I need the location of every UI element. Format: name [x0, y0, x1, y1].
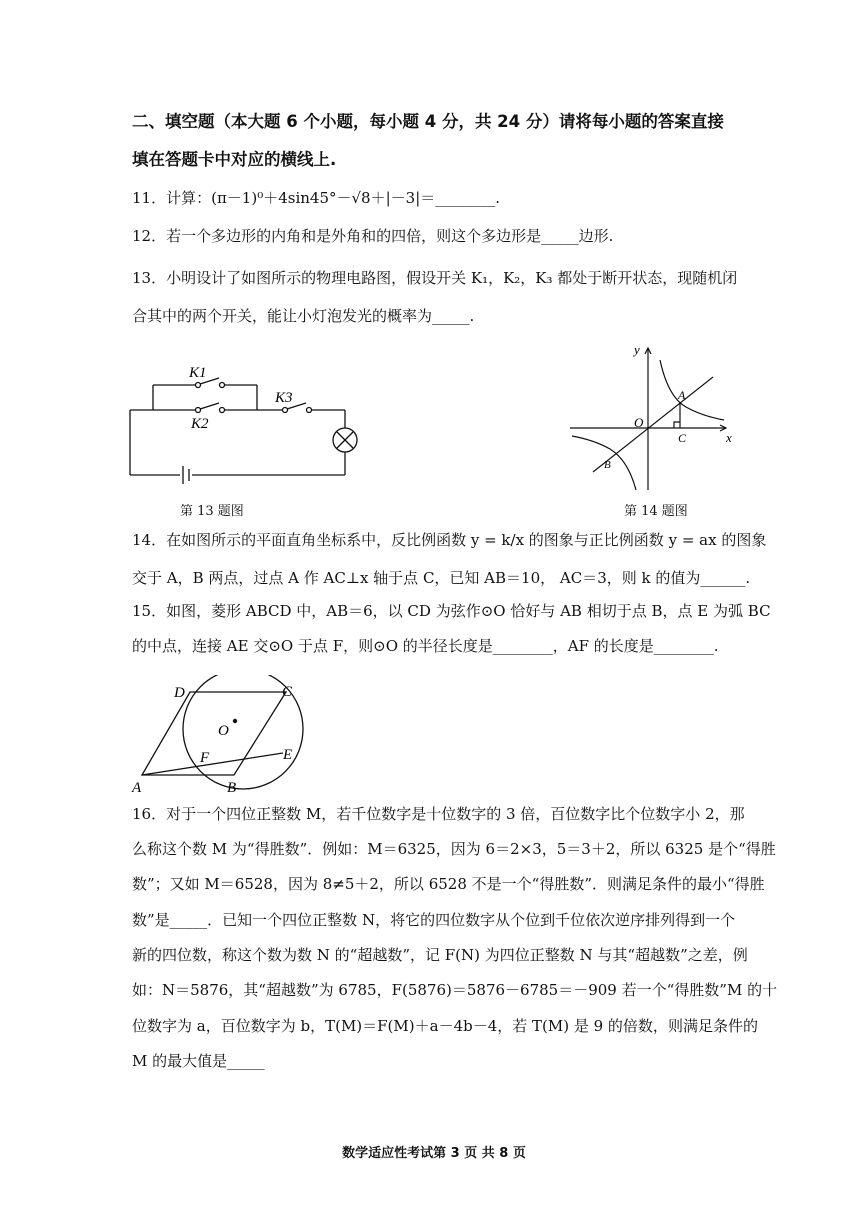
- figure-13-caption: 第 13 题图: [180, 504, 244, 519]
- question-16-line6: 如：N＝5876，其“超越数”为 6785，F(5876)＝5876－6785＝－909 若一个“得胜数”M 的十: [132, 981, 778, 999]
- coordinate-diagram: [568, 342, 738, 492]
- question-16-line8: M 的最大值是_____: [132, 1052, 265, 1070]
- question-11: 11．计算：(π－1)⁰＋4sin45°－√8＋|－3|＝________.: [132, 189, 501, 207]
- question-14-line2: 交于 A，B 两点，过点 A 作 AC⊥x 轴于点 C，已知 AB＝10， AC＝3，则 k 的值为______.: [132, 569, 751, 587]
- label-d: D: [174, 685, 185, 701]
- question-16-line5: 新的四位数，称这个数为数 N 的“超越数”，记 F(N) 为四位正整数 N 与其“超越数”之差，例: [132, 946, 748, 964]
- label-k2: K2: [191, 416, 209, 432]
- label-e: E: [283, 747, 293, 763]
- question-13-line2: 合其中的两个开关，能让小灯泡发光的概率为_____.: [132, 307, 475, 325]
- section-title-line2: 填在答题卡中对应的横线上.: [132, 150, 337, 169]
- rhombus-circle-diagram: [128, 675, 308, 795]
- question-16-line1: 16．对于一个四位正整数 M，若千位数字是十位数字的 3 倍，百位数字比个位数字小 2，那: [132, 805, 745, 823]
- page-footer: 数学适应性考试第 3 页 共 8 页: [342, 1146, 526, 1161]
- label-y: y: [634, 342, 640, 357]
- question-16-line4: 数”是_____．已知一个四位正整数 N，将它的四位数字从个位到千位依次逆序排列得到一个: [132, 911, 736, 929]
- label-f: F: [200, 750, 210, 766]
- question-12: 12．若一个多边形的内角和是外角和的四倍，则这个多边形是_____边形.: [132, 227, 614, 245]
- question-16-line7: 位数字为 a，百位数字为 b，T(M)＝F(M)＋a－4b－4，若 T(M) 是 9 的倍数，则满足条件的: [132, 1017, 758, 1035]
- label-k1: K1: [189, 365, 207, 381]
- label-c: C: [678, 431, 687, 445]
- label-o: O: [634, 415, 644, 430]
- label-b2: B: [227, 780, 237, 795]
- question-16-line3: 数”；又如 M＝6528，因为 8≠5＋2，所以 6528 不是一个“得胜数”．则满足条件的最小“得胜: [132, 875, 765, 893]
- question-14-line1: 14．在如图所示的平面直角坐标系中，反比例函数 y = k/x 的图象与正比例函数 y = ax 的图象: [132, 531, 767, 549]
- label-c2: C: [282, 684, 293, 700]
- label-b: B: [604, 459, 611, 471]
- label-a: A: [678, 388, 686, 402]
- label-x: x: [726, 430, 732, 445]
- label-o2: O: [218, 723, 229, 739]
- question-13-line1: 13．小明设计了如图所示的物理电路图，假设开关 K₁，K₂，K₃ 都处于断开状态，现随机闭: [132, 269, 738, 287]
- question-16-line2: 么称这个数 M 为“得胜数”．例如：M＝6325，因为 6＝2×3，5＝3＋2，所以 6325 是个“得胜: [132, 840, 776, 858]
- figure-14-caption: 第 14 题图: [624, 504, 688, 519]
- label-k3: K3: [275, 390, 293, 406]
- question-15-line1: 15．如图，菱形 ABCD 中，AB＝6，以 CD 为弦作⊙O 恰好与 AB 相切于点 B，点 E 为弧 BC: [132, 602, 771, 620]
- label-a2: A: [132, 780, 142, 795]
- question-15-line2: 的中点，连接 AE 交⊙O 于点 F，则⊙O 的半径长度是________，AF 的长度是________.: [132, 637, 719, 655]
- circuit-diagram: [125, 360, 365, 485]
- section-title-line1: 二、填空题（本大题 6 个小题，每小题 4 分，共 24 分）请将每小题的答案直接: [132, 112, 724, 131]
